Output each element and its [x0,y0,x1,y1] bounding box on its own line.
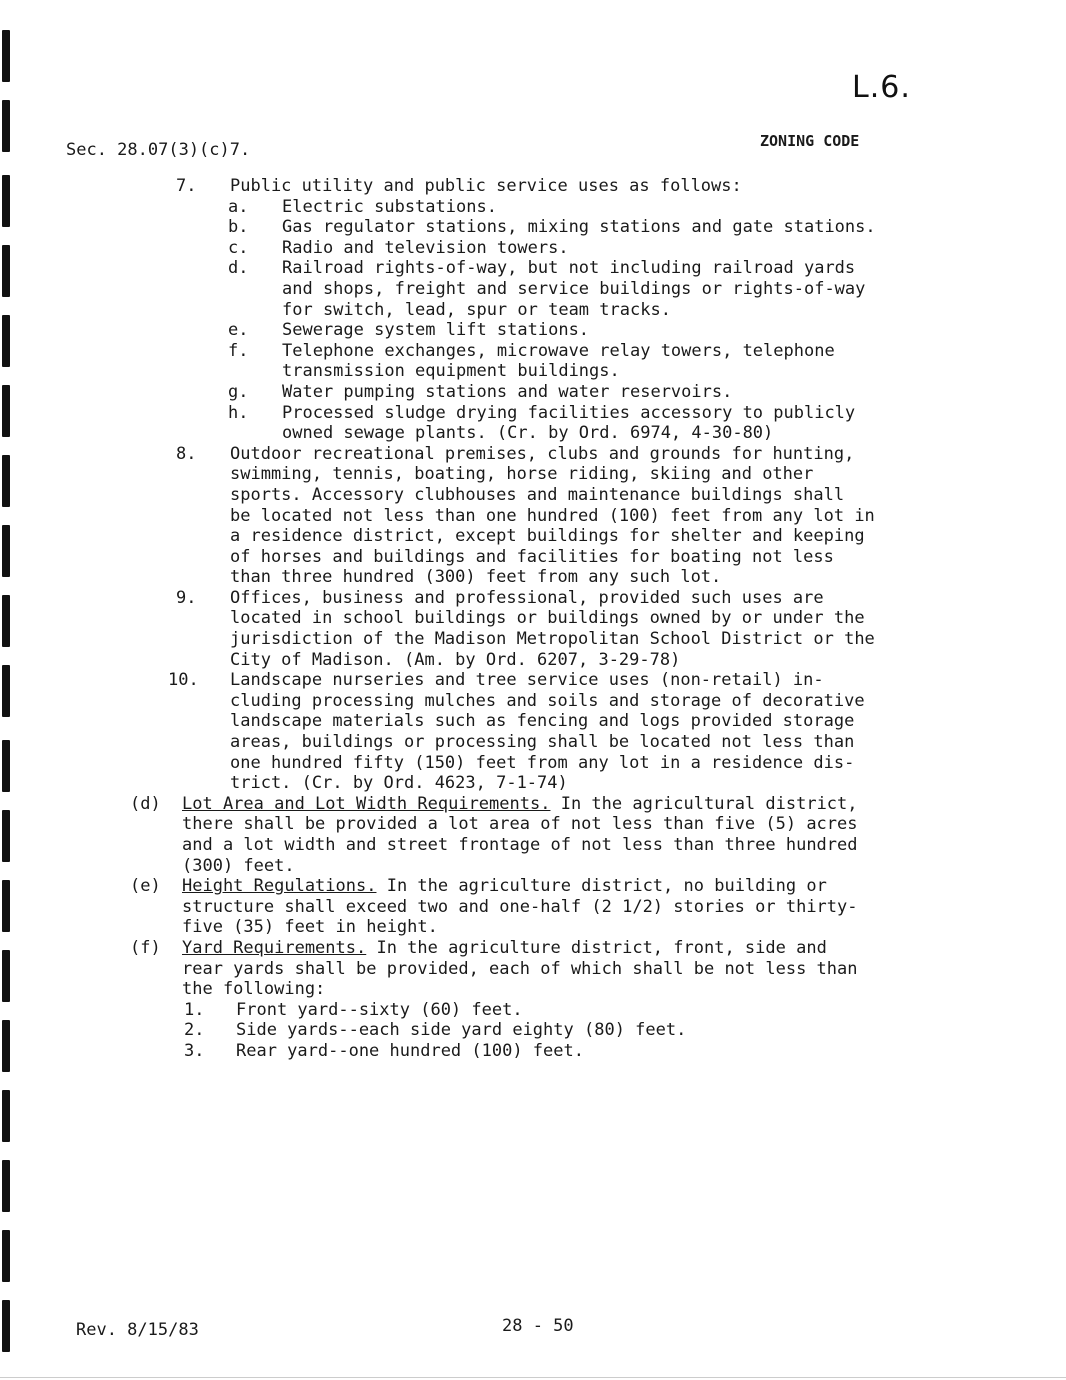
subsection-continuation: five (35) feet in height. [182,917,438,938]
list-text: Electric substations. [282,196,497,217]
subsection-label: (d) [130,793,161,814]
subsection-continuation: and a lot width and street frontage of not less than three hundred [182,835,858,855]
subsection-text [182,938,827,959]
list-line [0,217,1066,238]
binder-mark [2,1090,10,1142]
list-line [0,753,1066,774]
list-line [0,691,1066,712]
list-text: Landscape nurseries and tree service uses (non-retail) in- [230,670,824,691]
list-text: sports. Accessory clubhouses and maintenance buildings shall [230,484,845,505]
subsection-first-line: In the agricultural district, [550,793,858,814]
list-line [0,567,1066,588]
use-list [0,176,1066,794]
list-number: 10. [168,670,199,691]
binder-mark [2,1300,10,1352]
list-text: for switch, lead, spur or team tracks. [282,299,671,320]
list-line [0,176,1066,197]
page-identifier: L.6. [852,70,911,105]
page-edge [0,1377,1066,1378]
list-line [0,300,1066,321]
list-text: Processed sludge drying facilities accessory to publicly [282,402,856,423]
list-number: c. [228,237,249,258]
subsection-line [0,938,1066,959]
list-text: Water pumping stations and water reservoirs. [282,381,733,402]
subsection-continuation: rear yards shall be provided, each of which shall be not less than [182,958,858,979]
list-text: swimming, tennis, boating, horse riding, skiing and other [230,464,814,485]
list-line [0,382,1066,403]
yard-number: 3. [184,1040,205,1061]
subsection-line [0,917,1066,938]
list-text: Offices, business and professional, provided such uses are [230,587,824,608]
revision-date: Rev. 8/15/83 [76,1320,199,1340]
yard-item [0,1041,1066,1062]
list-line [0,361,1066,382]
subsection-heading: Lot Area and Lot Width Requirements. [182,793,551,814]
subsection-continuation: (300) feet. [182,855,295,876]
list-text: trict. (Cr. by Ord. 4623, 7-1-74) [230,773,568,794]
list-line [0,588,1066,609]
list-number: b. [228,217,249,238]
yard-text: Front yard--sixty (60) feet. [236,999,523,1020]
binder-mark [2,100,10,152]
subsection-label: (e) [130,876,161,897]
list-text: City of Madison. (Am. by Ord. 6207, 3-29-78) [230,649,681,670]
section-reference: Sec. 28.07(3)(c)7. [66,140,251,160]
subsection-text [182,794,858,815]
yard-item [0,1020,1066,1041]
list-line [0,732,1066,753]
list-line [0,238,1066,259]
subsection-continuation: structure shall exceed two and one-half (2 1/2) stories or thirty- [182,896,858,917]
binder-mark [2,1230,10,1282]
list-text: and shops, freight and service buildings or rights-of-way [282,278,866,299]
list-line [0,444,1066,465]
list-text: Railroad rights-of-way, but not including railroad yards [282,258,856,279]
list-text: be located not less than one hundred (100) feet from any lot in [230,505,875,526]
list-line [0,629,1066,650]
list-number: h. [228,402,249,423]
binder-mark [2,30,10,82]
list-text: Public utility and public service uses as follows: [230,176,742,196]
list-line [0,526,1066,547]
yard-list [0,1000,1066,1062]
yard-text: Side yards--each side yard eighty (80) feet. [236,1020,687,1041]
subsection-line [0,897,1066,918]
code-title: ZONING CODE [760,132,860,150]
list-line [0,773,1066,794]
list-line [0,608,1066,629]
yard-item [0,1000,1066,1021]
list-text: jurisdiction of the Madison Metropolitan School District or the [230,629,875,650]
list-text: Telephone exchanges, microwave relay towers, telephone [282,340,835,361]
list-line [0,403,1066,424]
list-line [0,506,1066,527]
list-line [0,485,1066,506]
list-number: a. [228,196,249,217]
list-text: Outdoor recreational premises, clubs and grounds for hunting, [230,443,855,464]
list-line [0,197,1066,218]
subsection-line [0,835,1066,856]
list-text: located in school buildings or buildings owned by or under the [230,608,865,629]
list-line [0,650,1066,671]
list-line [0,670,1066,691]
list-number: f. [228,340,249,361]
list-text: cluding processing mulches and soils and storage of decorative [230,690,865,711]
list-text: landscape materials such as fencing and logs provided storage [230,711,855,732]
list-number: 7. [176,176,197,196]
subsection-list [0,794,1066,1000]
page-number: 28 - 50 [502,1316,574,1336]
yard-number: 1. [184,999,205,1020]
list-text: Sewerage system lift stations. [282,320,590,341]
binder-mark [2,1160,10,1212]
list-text: Gas regulator stations, mixing stations and gate stations. [282,217,876,238]
subsection-line [0,959,1066,980]
subsection-line [0,814,1066,835]
subsection-continuation: there shall be provided a lot area of not less than five (5) acres [182,814,858,835]
list-text: one hundred fifty (150) feet from any lot in a residence dis- [230,752,855,773]
subsection-line [0,979,1066,1000]
list-number: d. [228,258,249,279]
subsection-text [182,876,827,897]
list-number: g. [228,381,249,402]
subsection-first-line: In the agriculture district, front, side and [366,937,827,958]
list-line [0,423,1066,444]
yard-number: 2. [184,1020,205,1041]
list-text: transmission equipment buildings. [282,361,620,382]
list-text: than three hundred (300) feet from any such lot. [230,567,722,588]
list-line [0,711,1066,732]
subsection-first-line: In the agriculture district, no building or [376,876,827,897]
list-line [0,341,1066,362]
body-text [0,176,1066,1062]
list-text: areas, buildings or processing shall be located not less than [230,732,855,753]
list-text: Radio and television towers. [282,237,569,258]
list-line [0,464,1066,485]
yard-text: Rear yard--one hundred (100) feet. [236,1040,584,1061]
list-line [0,279,1066,300]
subsection-line [0,876,1066,897]
list-number: 8. [176,443,197,464]
subsection-line [0,856,1066,877]
list-line [0,320,1066,341]
subsection-heading: Yard Requirements. [182,937,367,958]
list-text: owned sewage plants. (Cr. by Ord. 6974, 4-30-80) [282,423,774,444]
list-line [0,258,1066,279]
list-number: e. [228,320,249,341]
subsection-label: (f) [130,937,161,958]
subsection-continuation: the following: [182,979,326,1000]
list-text: of horses and buildings and facilities for boating not less [230,546,834,567]
list-text: a residence district, except buildings for shelter and keeping [230,526,865,547]
list-line [0,547,1066,568]
subsection-line [0,794,1066,815]
subsection-heading: Height Regulations. [182,876,377,897]
list-number: 9. [176,587,197,608]
